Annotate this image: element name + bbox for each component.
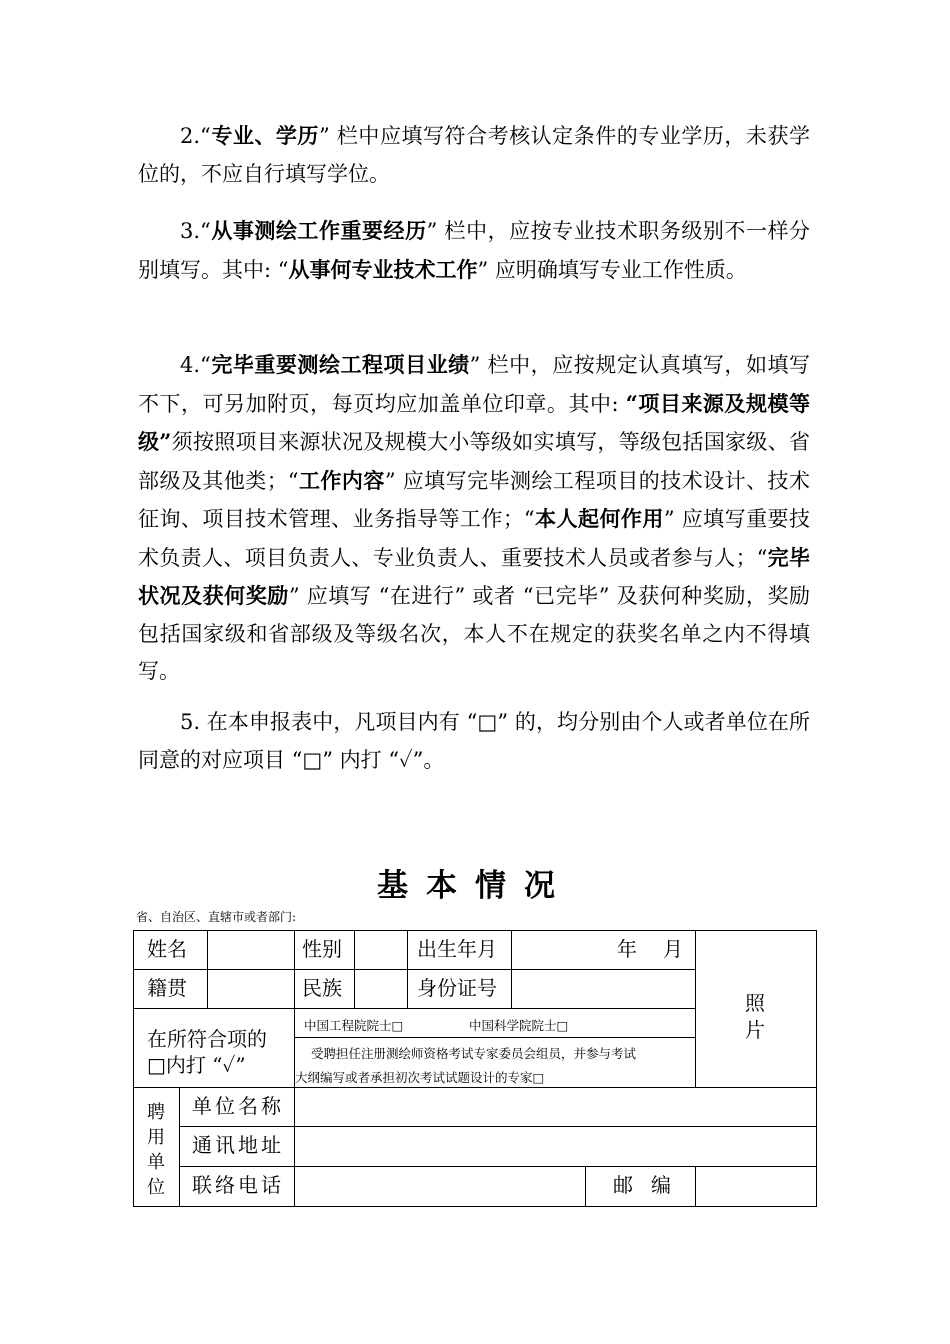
row-line xyxy=(179,1166,817,1167)
bold-term: 专业、学历 xyxy=(210,123,319,148)
bold-term: 工作内容 xyxy=(298,467,385,493)
row-line xyxy=(179,1126,817,1127)
row-line xyxy=(133,969,695,970)
photo-label: 片 xyxy=(745,1018,765,1042)
check-instruction-label: 在所符合项的 xyxy=(147,1027,267,1051)
option-exam-expert[interactable]: 受聘担任注册测绘师资格考试专家委员会组员，并参与考试 xyxy=(311,1046,637,1061)
item-text: 须按照项目来源状况及规模大小等级如实填写，等级包括国家级、省部级及其他类；“ xyxy=(138,430,810,493)
instruction-item-5 xyxy=(138,704,810,779)
name-label: 姓名 xyxy=(147,937,187,961)
col-line xyxy=(695,1166,696,1207)
item-text: ” 应填写 “在进行” 或者 “已完毕” 及获何种奖励，奖励包括国家级和省部级及等级名次，本人不在规定的获奖名单之内不得填写。 xyxy=(138,584,810,683)
employer-group-label: 单 xyxy=(147,1152,165,1173)
bold-term: 完毕状况及获何奖励 xyxy=(138,544,811,608)
bold-term: 从事测绘工作重要经历 xyxy=(210,218,427,243)
bold-term: 本人起何作用 xyxy=(534,506,664,531)
address-label: 通讯地址 xyxy=(192,1133,284,1157)
item-text: ” 应填写重要技术负责人、项目负责人、专业负责人、重要技术人员或者参与人；“ xyxy=(138,507,811,570)
id-number-label: 身份证号 xyxy=(417,976,497,1000)
col-line xyxy=(294,1087,295,1207)
item-text: ” 栏中，应按规定认真填写，如填写不下，可另加附页，每页均应加盖单位印章。其中: xyxy=(138,353,811,416)
bold-term: “项目来源及规模等级” xyxy=(138,390,810,454)
form-border-right xyxy=(816,930,817,1207)
check-instruction-label: □内打 “✓” xyxy=(147,1053,246,1077)
item-number: 3. xyxy=(180,219,201,243)
row-line xyxy=(133,1008,695,1009)
month-label: 月 xyxy=(663,937,683,961)
col-line xyxy=(407,930,408,1008)
row-line xyxy=(294,1037,695,1038)
quote-mark: “ xyxy=(200,353,211,377)
bold-term: 完毕重要测绘工程项目业绩 xyxy=(210,352,470,377)
item-text: ” 应填写完毕测绘工程项目的技术设计、技术征询、项目技术管理、业务指导等工作；“ xyxy=(138,468,810,531)
region-label: 省、自治区、直辖市或者部门: xyxy=(136,910,297,924)
col-line xyxy=(294,930,295,1087)
bold-term: 从事何专业技术工作 xyxy=(288,256,478,282)
item-text: ” 栏中应填写符合考核认定条件的专业学历，未获学位的，不应自行填写学位。 xyxy=(138,124,810,186)
basic-info-form xyxy=(133,930,817,1207)
postcode-label: 邮编 xyxy=(613,1173,689,1197)
item-text: ” 应明确填写专业工作性质。 xyxy=(477,257,747,282)
item-text: ” 栏中，应按专业技术职务级别不一样分别填写。其中: “ xyxy=(138,219,810,282)
item-number: 2. xyxy=(180,124,201,148)
option-cae-academician[interactable]: 中国工程院院士□ xyxy=(304,1018,404,1033)
quote-mark: “ xyxy=(200,219,211,243)
form-border-left xyxy=(133,930,134,1207)
employer-group-label: 用 xyxy=(147,1127,165,1148)
col-line xyxy=(511,930,512,1008)
row-line xyxy=(133,1087,817,1088)
quote-mark: “ xyxy=(200,124,211,148)
form-border-bottom xyxy=(133,1206,817,1207)
form-border-top xyxy=(133,930,817,931)
col-line xyxy=(354,930,355,1008)
col-line xyxy=(695,930,696,1087)
employer-group-label: 位 xyxy=(147,1177,165,1198)
unit-name-label: 单位名称 xyxy=(192,1094,284,1118)
native-place-label: 籍贯 xyxy=(147,976,187,1000)
gender-label: 性别 xyxy=(302,937,342,961)
col-line xyxy=(585,1166,586,1207)
birth-label: 出生年月 xyxy=(417,937,497,961)
option-exam-expert-cont: 大纲编写或者承担初次考试试题设计的专家□ xyxy=(295,1070,545,1085)
item-number: 4. xyxy=(180,353,201,377)
col-line xyxy=(207,930,208,1008)
year-label: 年 xyxy=(617,937,637,961)
col-line xyxy=(179,1087,180,1207)
option-cas-academician[interactable]: 中国科学院院士□ xyxy=(469,1018,569,1033)
photo-label: 照 xyxy=(745,991,765,1015)
instruction-item-2 xyxy=(138,117,810,193)
item-text: 5. 在本申报表中，凡项目内有 “□” 的，均分别由个人或者单位在所同意的对应项目 “□” 内打 “✓”。 xyxy=(138,710,810,772)
section-title: 基本情况 xyxy=(377,868,573,904)
employer-group-label: 聘 xyxy=(147,1102,165,1123)
phone-label: 联络电话 xyxy=(192,1173,284,1197)
instruction-item-3 xyxy=(138,212,810,289)
instruction-item-4 xyxy=(138,346,810,691)
ethnicity-label: 民族 xyxy=(302,976,342,1000)
